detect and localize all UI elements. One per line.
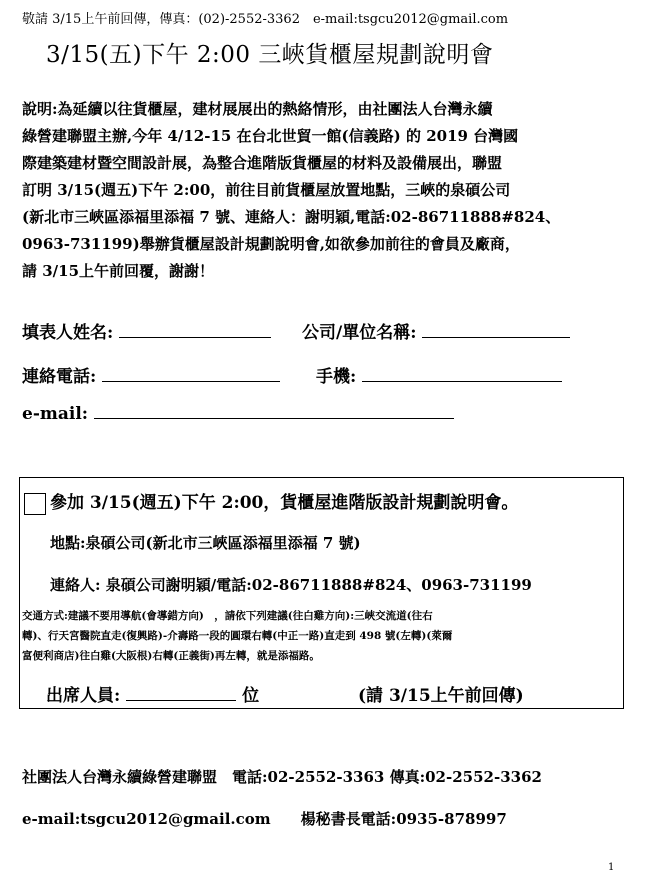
phone-field[interactable] (102, 367, 280, 382)
company-field[interactable] (422, 323, 570, 338)
intro-paragraph (22, 96, 642, 285)
email-row (22, 404, 454, 424)
intro-line: 0963-731199)舉辦貨櫃屋設計規劃說明會,如欲參加前往的會員及廠商， (22, 235, 520, 253)
header-contact: 敬請 3/15上午前回傳，傳真：(02)-2552-3362 e-mail:tsgcu2012@gmail.com (22, 12, 509, 27)
phone-label: 連絡電話: (22, 367, 97, 387)
attendees-unit: 位 (242, 686, 260, 706)
mobile-label: 手機: (316, 367, 357, 387)
traffic-line: 富便利商店)往白雞(大阪根)右轉(正義街)再左轉，就是添福路。 (22, 650, 320, 662)
footer-email: e-mail:tsgcu2012@gmail.com 楊秘書長電話:0935-878997 (22, 810, 507, 828)
attend-row (24, 488, 518, 515)
page-number: 1 (608, 862, 615, 873)
attendees-field[interactable] (126, 686, 236, 701)
traffic-line: 交通方式:建議不要用導航(會導錯方向) ，請依下列建議(往白雞方向):三峽交流道(往右 (22, 610, 433, 622)
attendees-label: 出席人員: (46, 686, 121, 706)
location-text: 地點:泉碩公司(新北市三峽區添福里添福 7 號) (50, 534, 361, 552)
mobile-row (316, 362, 562, 387)
phone-row (22, 362, 280, 387)
email-field[interactable] (94, 404, 454, 419)
intro-line: 訂明 3/15(週五)下午 2:00，前往目前貨櫃屋放置地點，三峽的泉碩公司 (22, 181, 511, 199)
company-row (302, 318, 570, 343)
intro-line: 請 3/15上午前回覆，謝謝！ (22, 262, 215, 280)
attend-checkbox[interactable] (24, 493, 46, 515)
intro-line: (新北市三峽區添福里添福 7 號、連絡人：謝明穎,電話:02-86711888#824、 (22, 208, 561, 226)
contact-text: 連絡人: 泉碩公司謝明穎/電話:02-86711888#824、0963-731199 (50, 576, 532, 594)
name-label: 填表人姓名: (22, 323, 114, 343)
page-title: 3/15(五)下午 2:00 三峽貨櫃屋規劃說明會 (46, 42, 494, 68)
reply-note: (請 3/15上午前回傳) (358, 686, 524, 706)
mobile-field[interactable] (362, 367, 562, 382)
name-row (22, 318, 271, 343)
company-label: 公司/單位名稱: (302, 323, 417, 343)
attend-text: 參加 3/15(週五)下午 2:00，貨櫃屋進階版設計規劃說明會。 (50, 493, 519, 513)
attendees-row (46, 681, 259, 706)
name-field[interactable] (119, 323, 271, 338)
intro-line: 綠營建聯盟主辦,今年 4/12-15 在台北世貿一館(信義路) 的 2019 台灣國 (22, 127, 519, 145)
email-label: e-mail: (22, 404, 89, 424)
traffic-line: 轉)、行天宮醫院直走(復興路)-介壽路一段的圓環右轉(中正一路)直走到 498 號(左轉)(萊爾 (22, 630, 453, 642)
intro-line: 說明:為延續以往貨櫃屋，建材展展出的熱絡情形，由社團法人台灣永續 (22, 100, 493, 118)
intro-line: 際建築建材暨空間設計展，為整合進階版貨櫃屋的材料及設備展出，聯盟 (22, 154, 503, 172)
traffic-directions (22, 606, 452, 666)
footer-org: 社團法人台灣永續綠營建聯盟 電話:02-2552-3363 傳真:02-2552-3362 (22, 768, 542, 786)
